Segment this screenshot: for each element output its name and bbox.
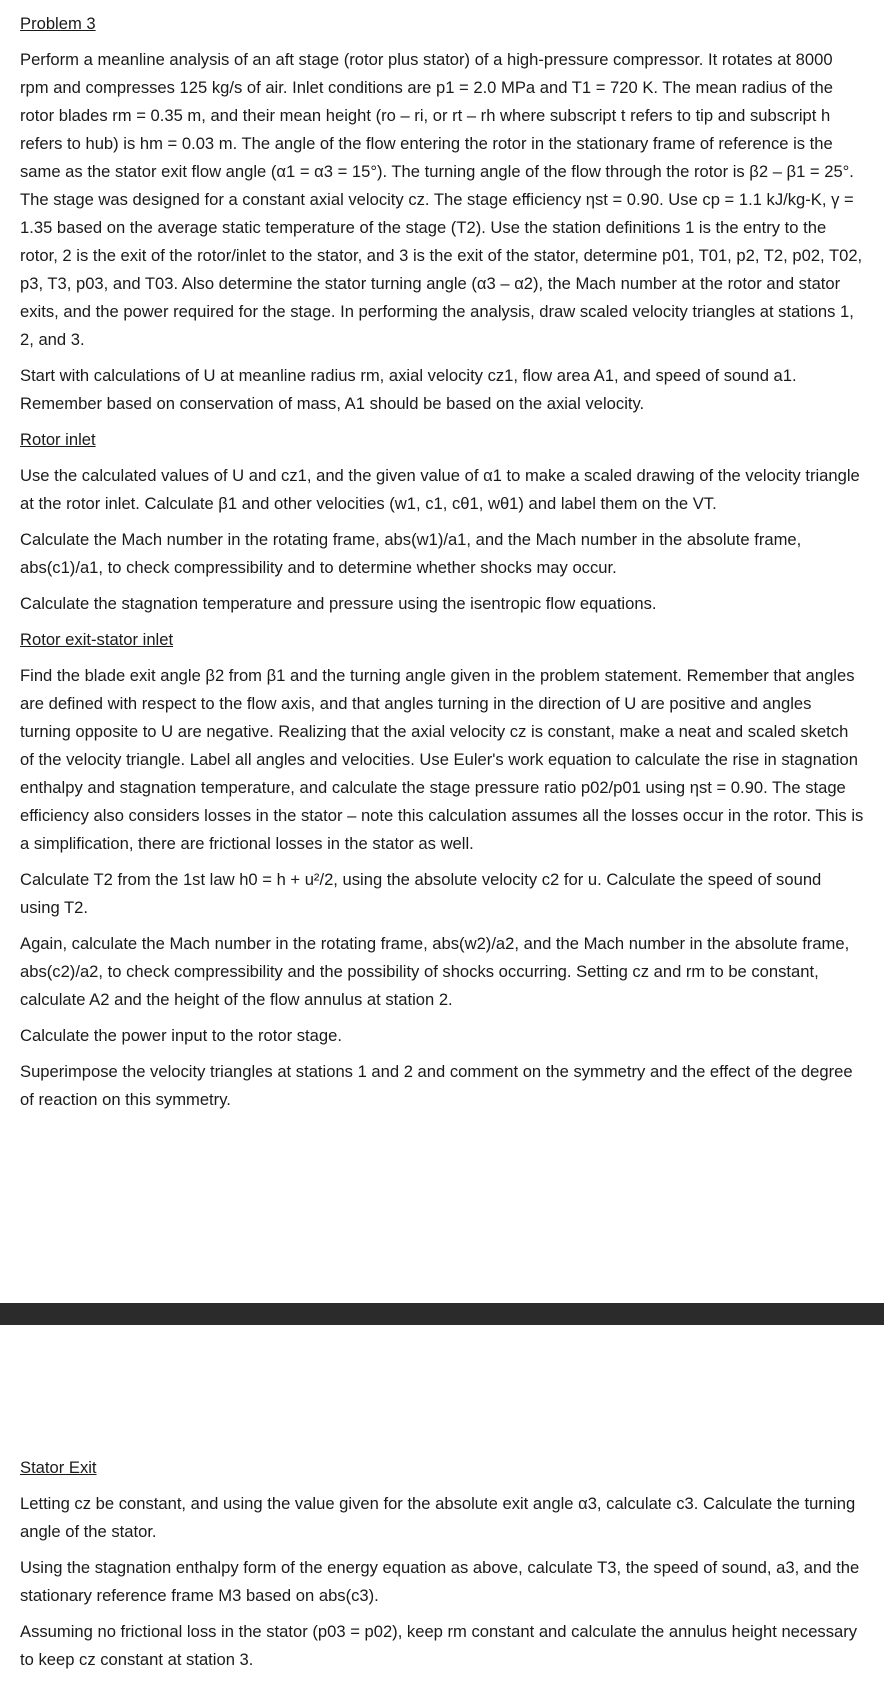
- start-paragraph: Start with calculations of U at meanline radius rm, axial velocity cz1, flow area A1, and speed of sound a1. Remember based on conservation of mass, A1 should be based on the axial velocity.: [20, 366, 797, 413]
- rotor-inlet-paragraph-2: Calculate the Mach number in the rotating frame, abs(w1)/a1, and the Mach number in the absolute frame, abs(c1)/a1, to check compressibility and to determine whether shocks may occur.: [20, 530, 802, 577]
- page-divider: [0, 1303, 884, 1325]
- lower-section: [20, 1454, 864, 1674]
- stator-exit-paragraph-2: Using the stagnation enthalpy form of the energy equation as above, calculate T3, the speed of sound, a3, and the stationary reference frame M3 based on abs(c3).: [20, 1558, 860, 1605]
- rotor-exit-paragraph-5: Superimpose the velocity triangles at stations 1 and 2 and comment on the symmetry and the effect of the degree of reaction on this symmetry.: [20, 1062, 853, 1109]
- rotor-exit-paragraph-4: Calculate the power input to the rotor stage.: [20, 1026, 342, 1045]
- stator-exit-paragraph-1: Letting cz be constant, and using the value given for the absolute exit angle α3, calculate c3. Calculate the turning angle of the stator.: [20, 1494, 856, 1541]
- problem-statement: Perform a meanline analysis of an aft stage (rotor plus stator) of a high-pressure compressor. It rotates at 8000 rpm and compresses 125 kg/s of air. Inlet conditions are p1 = 2.0 MPa and T1 = 720 K. The mean radius of the rotor blades rm = 0.35 m, and their mean height (ro – ri, or rt – rh where subscript t refers to tip and subscript h refers to hub) is hm = 0.03 m. The angle of the flow entering the rotor in the stationary frame of reference is the same as the stator exit flow angle (α1 = α3 = 15°). The turning angle of the flow through the rotor is β2 – β1 = 25°. The stage was designed for a constant axial velocity cz. The stage efficiency ηst = 0.90. Use cp = 1.1 kJ/kg-K, γ = 1.35 based on the average static temperature of the stage (T2). Use the station definitions 1 is the entry to the rotor, 2 is the exit of the rotor/inlet to the stator, and 3 is the exit of the stator, determine p01, T01, p2, T2, p02, T02, p3, T3, p03, and T03. Also determine the stator turning angle (α3 – α2), the Mach number at the rotor and stator exits, and the power required for the stage. In performing the analysis, draw scaled velocity triangles at stations 1, 2, and 3.: [20, 50, 863, 349]
- problem-title: Problem 3: [20, 14, 96, 33]
- rotor-exit-paragraph-3: Again, calculate the Mach number in the rotating frame, abs(w2)/a2, and the Mach number in the absolute frame, abs(c2)/a2, to check compressibility and the possibility of shocks occurring. Setting cz and rm to be constant, calculate A2 and the height of the flow annulus at station 2.: [20, 934, 850, 1009]
- stator-exit-paragraph-3: Assuming no frictional loss in the stator (p03 = p02), keep rm constant and calculate the annulus height necessary to keep cz constant at station 3.: [20, 1622, 858, 1669]
- rotor-inlet-heading: Rotor inlet: [20, 430, 96, 449]
- rotor-exit-heading: Rotor exit-stator inlet: [20, 630, 174, 649]
- rotor-exit-paragraph-2: Calculate T2 from the 1st law h0 = h + u²/2, using the absolute velocity c2 for u. Calculate the speed of sound using T2.: [20, 870, 822, 917]
- rotor-inlet-paragraph-3: Calculate the stagnation temperature and pressure using the isentropic flow equations.: [20, 594, 657, 613]
- rotor-exit-paragraph-1: Find the blade exit angle β2 from β1 and the turning angle given in the problem statement. Remember that angles are defined with respect to the flow axis, and that angles turning in the direction of U are positive and angles turning opposite to U are negative. Realizing that the axial velocity cz is constant, make a neat and scaled sketch of the velocity triangle. Label all angles and velocities. Use Euler's work equation to calculate the rise in stagnation enthalpy and stagnation temperature, and calculate the stage pressure ratio p02/p01 using ηst = 0.90. The stage efficiency also considers losses in the stator – note this calculation assumes all the losses occur in the rotor. This is a simplification, there are frictional losses in the stator as well.: [20, 666, 864, 853]
- stator-exit-heading: Stator Exit: [20, 1458, 97, 1477]
- rotor-inlet-paragraph-1: Use the calculated values of U and cz1, and the given value of α1 to make a scaled drawing of the velocity triangle at the rotor inlet. Calculate β1 and other velocities (w1, c1, cθ1, wθ1) and label them on the VT.: [20, 466, 860, 513]
